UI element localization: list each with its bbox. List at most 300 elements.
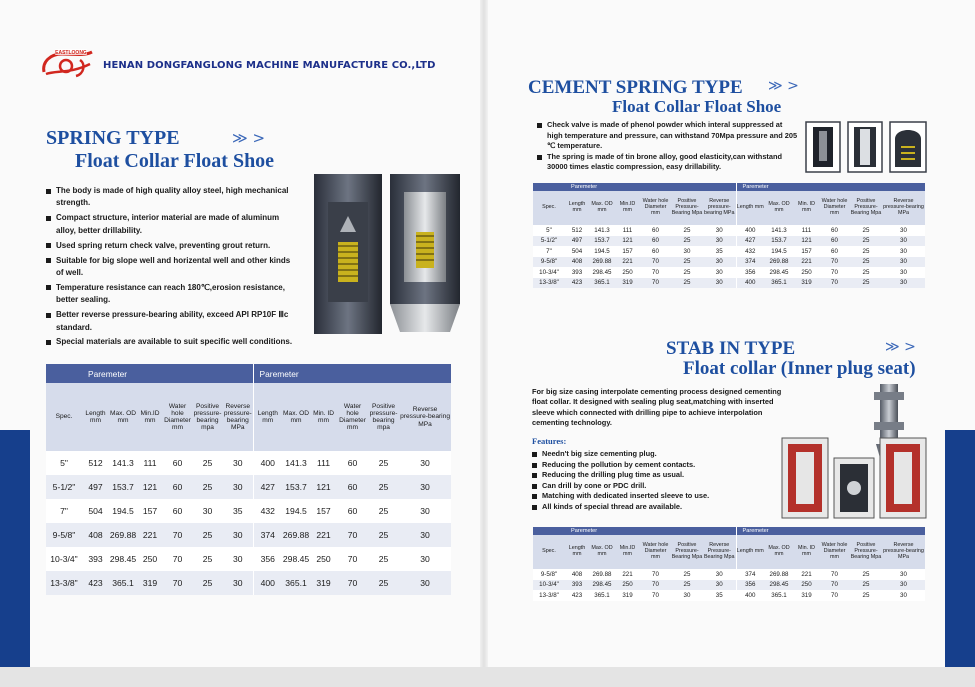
table-row — [46, 523, 451, 547]
table-cell: 157 — [615, 246, 640, 257]
table-cell: 374 — [736, 257, 764, 268]
table-cell: 393 — [565, 267, 589, 278]
table-cell: 7" — [533, 246, 565, 257]
table-cell: 111 — [310, 451, 337, 475]
table-cell: 30 — [882, 580, 925, 591]
table-cell: 25 — [192, 451, 223, 475]
column-header: Length mm — [736, 191, 764, 225]
column-header: Positive Pressure-Bearing Mpa — [671, 535, 703, 569]
column-header: Min.ID mm — [137, 383, 163, 451]
list-item: Special materials are available to suit specific well conditions. — [46, 336, 296, 348]
table-cell: 365.1 — [589, 278, 615, 289]
column-header: Length mm — [253, 383, 282, 451]
column-header: Positive pressure-bearing mpa — [192, 383, 223, 451]
table-cell: 9-5/8" — [46, 523, 82, 547]
column-header: Length mm — [736, 535, 764, 569]
table-cell: 141.3 — [282, 451, 310, 475]
table-cell: 365.1 — [764, 278, 794, 289]
cement-table-body — [533, 225, 925, 288]
table-cell: 423 — [565, 278, 589, 289]
table-cell: 70 — [819, 580, 850, 591]
column-header: Length mm — [565, 191, 589, 225]
table-cell: 30 — [399, 451, 451, 475]
table-cell: 221 — [615, 569, 640, 580]
logo-text: EASTLOONG — [55, 50, 87, 56]
table-cell: 298.45 — [589, 580, 615, 591]
column-header: Water hole Diameter mm — [163, 383, 192, 451]
table-cell: 269.88 — [589, 569, 615, 580]
table-cell: 319 — [310, 571, 337, 595]
table-cell: 408 — [565, 569, 589, 580]
table-cell: 70 — [640, 257, 671, 268]
stab-spec-table — [533, 527, 925, 601]
table-cell: 70 — [640, 590, 671, 601]
list-item: Reducing the pollution by cement contacts. — [532, 460, 787, 471]
table-row — [46, 571, 451, 595]
company-name: HENAN DONGFANGLONG MACHINE MANUFACTURE CO.,LTD — [103, 60, 436, 71]
column-header: Water hole Diameter mm — [819, 535, 850, 569]
table-cell: 25 — [850, 580, 882, 591]
column-header: Length mm — [82, 383, 109, 451]
table-cell: 30 — [223, 523, 253, 547]
table-cell: 25 — [671, 278, 703, 289]
table-cell: 70 — [640, 569, 671, 580]
table-cell: 25 — [368, 523, 399, 547]
table-cell: 512 — [565, 225, 589, 236]
table-cell: 35 — [703, 590, 736, 601]
table-cell: 121 — [137, 475, 163, 499]
table-row — [46, 475, 451, 499]
table-cell: 393 — [82, 547, 109, 571]
table-cell: 10-3/4" — [533, 580, 565, 591]
column-header: Min.ID mm — [615, 535, 640, 569]
table-cell: 70 — [337, 547, 368, 571]
table-cell: 269.88 — [109, 523, 137, 547]
cement-product-images — [805, 121, 927, 173]
table-cell: 25 — [671, 225, 703, 236]
list-item: The body is made of high quality alloy steel, high mechanical strength. — [46, 185, 296, 210]
table-cell: 30 — [703, 257, 736, 268]
table-cell: 35 — [223, 499, 253, 523]
table-cell: 432 — [736, 246, 764, 257]
column-header: Reverse pressure-bearing MPa — [882, 191, 925, 225]
list-item: Compact structure, interior material are made of aluminum alloy, better drillability. — [46, 212, 296, 237]
table-cell: 70 — [819, 590, 850, 601]
table-cell: 25 — [192, 571, 223, 595]
table-cell: 7" — [46, 499, 82, 523]
spring-features-list — [46, 185, 296, 351]
table-cell: 269.88 — [764, 569, 794, 580]
table-cell: 157 — [310, 499, 337, 523]
column-header: Reverse Pressure-Bearing Mpa — [703, 535, 736, 569]
table-cell: 13-3/8" — [533, 590, 565, 601]
group-header-left: Paremeter — [565, 183, 736, 191]
table-cell: 427 — [736, 236, 764, 247]
table-cell: 121 — [310, 475, 337, 499]
table-cell: 423 — [82, 571, 109, 595]
column-header: Spec. — [533, 191, 565, 225]
table-cell: 423 — [565, 590, 589, 601]
column-header: Positive pressure-bearing mpa — [368, 383, 399, 451]
table-cell: 60 — [163, 499, 192, 523]
table-cell: 60 — [163, 451, 192, 475]
table-cell: 153.7 — [589, 236, 615, 247]
list-item: All kinds of special thread are available. — [532, 502, 787, 513]
table-cell: 319 — [794, 590, 819, 601]
bottom-strip — [0, 667, 975, 687]
stab-title-line2: Float collar (Inner plug seat) — [683, 358, 916, 379]
group-header-right: Paremeter — [736, 183, 925, 191]
table-cell: 121 — [615, 236, 640, 247]
column-header: Positive Pressure-Bearing Mpa — [671, 191, 703, 225]
table-cell: 25 — [368, 571, 399, 595]
table-cell: 504 — [565, 246, 589, 257]
table-cell: 365.1 — [282, 571, 310, 595]
table-cell: 60 — [819, 225, 850, 236]
table-cell: 250 — [310, 547, 337, 571]
table-cell: 365.1 — [764, 590, 794, 601]
column-header: Max. OD mm — [764, 535, 794, 569]
table-cell: 60 — [337, 475, 368, 499]
table-cell: 374 — [736, 569, 764, 580]
table-row — [533, 580, 925, 591]
group-header-right: Paremeter — [253, 364, 451, 383]
table-cell: 70 — [819, 569, 850, 580]
table-cell: 400 — [736, 278, 764, 289]
column-header: Reverse pressure-bearing MPa — [399, 383, 451, 451]
table-cell: 25 — [192, 523, 223, 547]
table-cell: 221 — [137, 523, 163, 547]
list-item: Matching with dedicated inserted sleeve to use. — [532, 491, 787, 502]
table-row — [46, 547, 451, 571]
company-logo — [40, 48, 96, 78]
group-header-left: Paremeter — [565, 527, 736, 535]
column-header: Min. ID mm — [794, 535, 819, 569]
table-cell: 497 — [565, 236, 589, 247]
table-cell: 121 — [794, 236, 819, 247]
table-cell: 250 — [615, 580, 640, 591]
table-cell: 30 — [703, 225, 736, 236]
table-cell: 153.7 — [109, 475, 137, 499]
table-row — [46, 499, 451, 523]
table-cell: 25 — [850, 278, 882, 289]
table-cell: 25 — [671, 580, 703, 591]
column-header: Min. ID mm — [310, 383, 337, 451]
table-cell: 432 — [253, 499, 282, 523]
table-cell: 30 — [703, 569, 736, 580]
table-cell: 427 — [253, 475, 282, 499]
table-cell: 30 — [703, 580, 736, 591]
table-cell: 30 — [703, 236, 736, 247]
stab-features-list — [532, 449, 787, 513]
column-header: Reverse pressure-bearing MPa — [223, 383, 253, 451]
table-cell: 5-1/2" — [533, 236, 565, 247]
table-cell: 70 — [337, 571, 368, 595]
table-cell: 298.45 — [109, 547, 137, 571]
table-cell: 9-5/8" — [533, 569, 565, 580]
table-cell: 70 — [163, 571, 192, 595]
table-row — [533, 267, 925, 278]
table-cell: 512 — [82, 451, 109, 475]
column-header: Max. OD mm — [589, 191, 615, 225]
table-cell: 153.7 — [282, 475, 310, 499]
table-cell: 13-3/8" — [533, 278, 565, 289]
table-cell: 70 — [819, 257, 850, 268]
cement-features-list — [537, 120, 799, 173]
table-cell: 30 — [882, 569, 925, 580]
table-cell: 70 — [819, 278, 850, 289]
table-cell: 70 — [640, 267, 671, 278]
stab-table-body — [533, 569, 925, 601]
table-cell: 319 — [794, 278, 819, 289]
table-cell: 221 — [794, 257, 819, 268]
cement-title-line1: CEMENT SPRING TYPE — [528, 77, 743, 98]
table-cell: 60 — [819, 246, 850, 257]
column-header: Water hole Diameter mm — [640, 535, 671, 569]
table-cell: 5" — [46, 451, 82, 475]
column-header: Reverse pressure-bearing MPa — [703, 191, 736, 225]
table-cell: 250 — [615, 267, 640, 278]
column-header: Spec. — [46, 383, 82, 451]
table-cell: 141.3 — [764, 225, 794, 236]
table-cell: 141.3 — [109, 451, 137, 475]
table-cell: 30 — [671, 590, 703, 601]
group-header-left: Paremeter — [82, 364, 253, 383]
table-cell: 25 — [192, 475, 223, 499]
list-item: Needn't big size cementing plug. — [532, 449, 787, 460]
group-header-right: Paremeter — [736, 527, 925, 535]
table-cell: 111 — [794, 225, 819, 236]
table-cell: 356 — [253, 547, 282, 571]
table-row — [533, 236, 925, 247]
column-header: Water hole Diameter mm — [337, 383, 368, 451]
table-cell: 60 — [640, 236, 671, 247]
table-cell: 30 — [223, 475, 253, 499]
table-cell: 5" — [533, 225, 565, 236]
column-header: Max. OD mm — [764, 191, 794, 225]
stab-chevron-icon: ≫ > — [885, 339, 916, 355]
page-fold — [480, 0, 488, 667]
list-item: Temperature resistance can reach 180℃,erosion resistance, better sealing. — [46, 282, 296, 307]
table-cell: 221 — [794, 569, 819, 580]
table-cell: 25 — [850, 267, 882, 278]
table-cell: 30 — [223, 571, 253, 595]
table-row — [533, 257, 925, 268]
table-cell: 25 — [850, 236, 882, 247]
list-item: Used spring return check valve, preventing grout return. — [46, 240, 296, 252]
table-row — [533, 246, 925, 257]
column-header: Spec. — [533, 535, 565, 569]
table-cell: 30 — [399, 571, 451, 595]
table-cell: 25 — [368, 451, 399, 475]
table-cell: 30 — [882, 236, 925, 247]
stab-features-heading: Features: — [532, 436, 567, 446]
table-cell: 141.3 — [589, 225, 615, 236]
table-cell: 298.45 — [764, 580, 794, 591]
list-item: Can drill by cone or PDC drill. — [532, 481, 787, 492]
table-cell: 393 — [565, 580, 589, 591]
right-blue-bar — [945, 430, 975, 670]
table-cell: 157 — [794, 246, 819, 257]
column-header: Length mm — [565, 535, 589, 569]
column-header: Positive Pressure-Bearing Mpa — [850, 535, 882, 569]
table-cell: 25 — [671, 569, 703, 580]
table-cell: 269.88 — [589, 257, 615, 268]
column-header: Min.ID mm — [615, 191, 640, 225]
table-cell: 374 — [253, 523, 282, 547]
column-header: Water hole Diameter mm — [640, 191, 671, 225]
table-cell: 30 — [399, 475, 451, 499]
table-cell: 35 — [703, 246, 736, 257]
list-item: Check valve is made of phenol powder which interal suppressed at high temperature and pressure, can withstand 70Mpa pressure and 205 ℃ temperature. — [537, 120, 799, 152]
table-cell: 269.88 — [764, 257, 794, 268]
table-cell: 5-1/2" — [46, 475, 82, 499]
table-cell: 221 — [310, 523, 337, 547]
table-cell: 408 — [565, 257, 589, 268]
table-cell: 30 — [882, 246, 925, 257]
table-cell: 25 — [850, 569, 882, 580]
table-cell: 30 — [399, 523, 451, 547]
table-cell: 10-3/4" — [46, 547, 82, 571]
column-header: Max. OD mm — [109, 383, 137, 451]
table-row — [533, 278, 925, 289]
table-cell: 70 — [819, 267, 850, 278]
table-cell: 194.5 — [764, 246, 794, 257]
table-cell: 298.45 — [282, 547, 310, 571]
table-cell: 111 — [615, 225, 640, 236]
table-cell: 30 — [399, 499, 451, 523]
table-cell: 70 — [640, 278, 671, 289]
table-row — [533, 225, 925, 236]
table-row — [533, 569, 925, 580]
table-cell: 250 — [137, 547, 163, 571]
column-header: Positive Pressure-Bearing Mpa — [850, 191, 882, 225]
table-cell: 70 — [640, 580, 671, 591]
table-cell: 400 — [736, 590, 764, 601]
list-item: Suitable for big slope well and horizental well and other kinds of well. — [46, 255, 296, 280]
table-cell: 30 — [223, 547, 253, 571]
table-cell: 25 — [192, 547, 223, 571]
table-cell: 319 — [615, 590, 640, 601]
table-cell: 25 — [671, 236, 703, 247]
table-cell: 153.7 — [764, 236, 794, 247]
cement-spec-table — [533, 183, 925, 288]
table-cell: 25 — [671, 257, 703, 268]
table-cell: 30 — [882, 590, 925, 601]
table-cell: 25 — [850, 225, 882, 236]
table-cell: 408 — [82, 523, 109, 547]
stab-title-line1: STAB IN TYPE — [666, 338, 796, 359]
table-cell: 111 — [137, 451, 163, 475]
table-cell: 250 — [794, 267, 819, 278]
table-cell: 60 — [819, 236, 850, 247]
column-header: Max. OD mm — [282, 383, 310, 451]
table-cell: 504 — [82, 499, 109, 523]
table-cell: 221 — [615, 257, 640, 268]
spring-title-line1: SPRING TYPE — [46, 127, 180, 149]
table-cell: 400 — [253, 571, 282, 595]
table-cell: 194.5 — [589, 246, 615, 257]
spring-spec-table — [46, 364, 451, 595]
table-cell: 194.5 — [282, 499, 310, 523]
table-cell: 250 — [794, 580, 819, 591]
table-cell: 10-3/4" — [533, 267, 565, 278]
table-cell: 25 — [368, 475, 399, 499]
stab-description: For big size casing interpolate cementing process designed cementing float collar. It designed with sealing plug seat,matching with inserted sleeve which connected with drilling pipe to achieve interpolation cementing technology. — [532, 387, 782, 428]
spring-title-line2: Float Collar Float Shoe — [75, 150, 275, 172]
table-cell: 60 — [163, 475, 192, 499]
table-cell: 157 — [137, 499, 163, 523]
table-cell: 319 — [615, 278, 640, 289]
cement-title-line2: Float Collar Float Shoe — [612, 97, 782, 116]
table-cell: 356 — [736, 267, 764, 278]
table-row — [46, 451, 451, 475]
table-cell: 319 — [137, 571, 163, 595]
table-cell: 30 — [882, 267, 925, 278]
table-cell: 60 — [640, 246, 671, 257]
table-cell: 9-5/8" — [533, 257, 565, 268]
table-cell: 365.1 — [589, 590, 615, 601]
table-cell: 25 — [850, 257, 882, 268]
column-header: Reverse pressure-bearing MPa — [882, 535, 925, 569]
column-header: Max. OD mm — [589, 535, 615, 569]
table-cell: 25 — [368, 499, 399, 523]
table-cell: 356 — [736, 580, 764, 591]
table-cell: 30 — [882, 278, 925, 289]
spring-product-image — [312, 172, 462, 340]
table-row — [533, 590, 925, 601]
table-cell: 194.5 — [109, 499, 137, 523]
table-cell: 25 — [671, 267, 703, 278]
table-cell: 70 — [337, 523, 368, 547]
table-cell: 30 — [703, 278, 736, 289]
table-cell: 25 — [850, 246, 882, 257]
table-cell: 70 — [163, 547, 192, 571]
table-cell: 400 — [736, 225, 764, 236]
table-cell: 13-3/8" — [46, 571, 82, 595]
stab-product-images — [780, 382, 930, 522]
list-item: Reducing the drilling plug time as usual. — [532, 470, 787, 481]
table-cell: 30 — [882, 257, 925, 268]
table-cell: 30 — [223, 451, 253, 475]
table-cell: 365.1 — [109, 571, 137, 595]
column-header: Water hole Diameter mm — [819, 191, 850, 225]
table-cell: 60 — [337, 499, 368, 523]
table-cell: 30 — [882, 225, 925, 236]
table-cell: 497 — [82, 475, 109, 499]
table-cell: 30 — [671, 246, 703, 257]
table-cell: 25 — [850, 590, 882, 601]
table-cell: 60 — [640, 225, 671, 236]
table-cell: 269.88 — [282, 523, 310, 547]
table-cell: 298.45 — [764, 267, 794, 278]
list-item: Better reverse pressure-bearing ability, exceed API RP10F Ⅲc standard. — [46, 309, 296, 334]
left-blue-bar — [0, 430, 30, 670]
table-cell: 25 — [368, 547, 399, 571]
table-cell: 60 — [337, 451, 368, 475]
table-cell: 298.45 — [589, 267, 615, 278]
table-cell: 30 — [399, 547, 451, 571]
table-cell: 30 — [703, 267, 736, 278]
cement-chevron-icon: ≫ > — [768, 78, 799, 94]
list-item: The spring is made of tin brone alloy, good elasticity,can withstand 30000 times elastic compression, easy drillability. — [537, 152, 799, 173]
spring-chevron-icon: ≫ > — [232, 129, 266, 147]
table-cell: 30 — [192, 499, 223, 523]
column-header: Min. ID mm — [794, 191, 819, 225]
spring-table-body — [46, 451, 451, 595]
table-cell: 400 — [253, 451, 282, 475]
table-cell: 70 — [163, 523, 192, 547]
